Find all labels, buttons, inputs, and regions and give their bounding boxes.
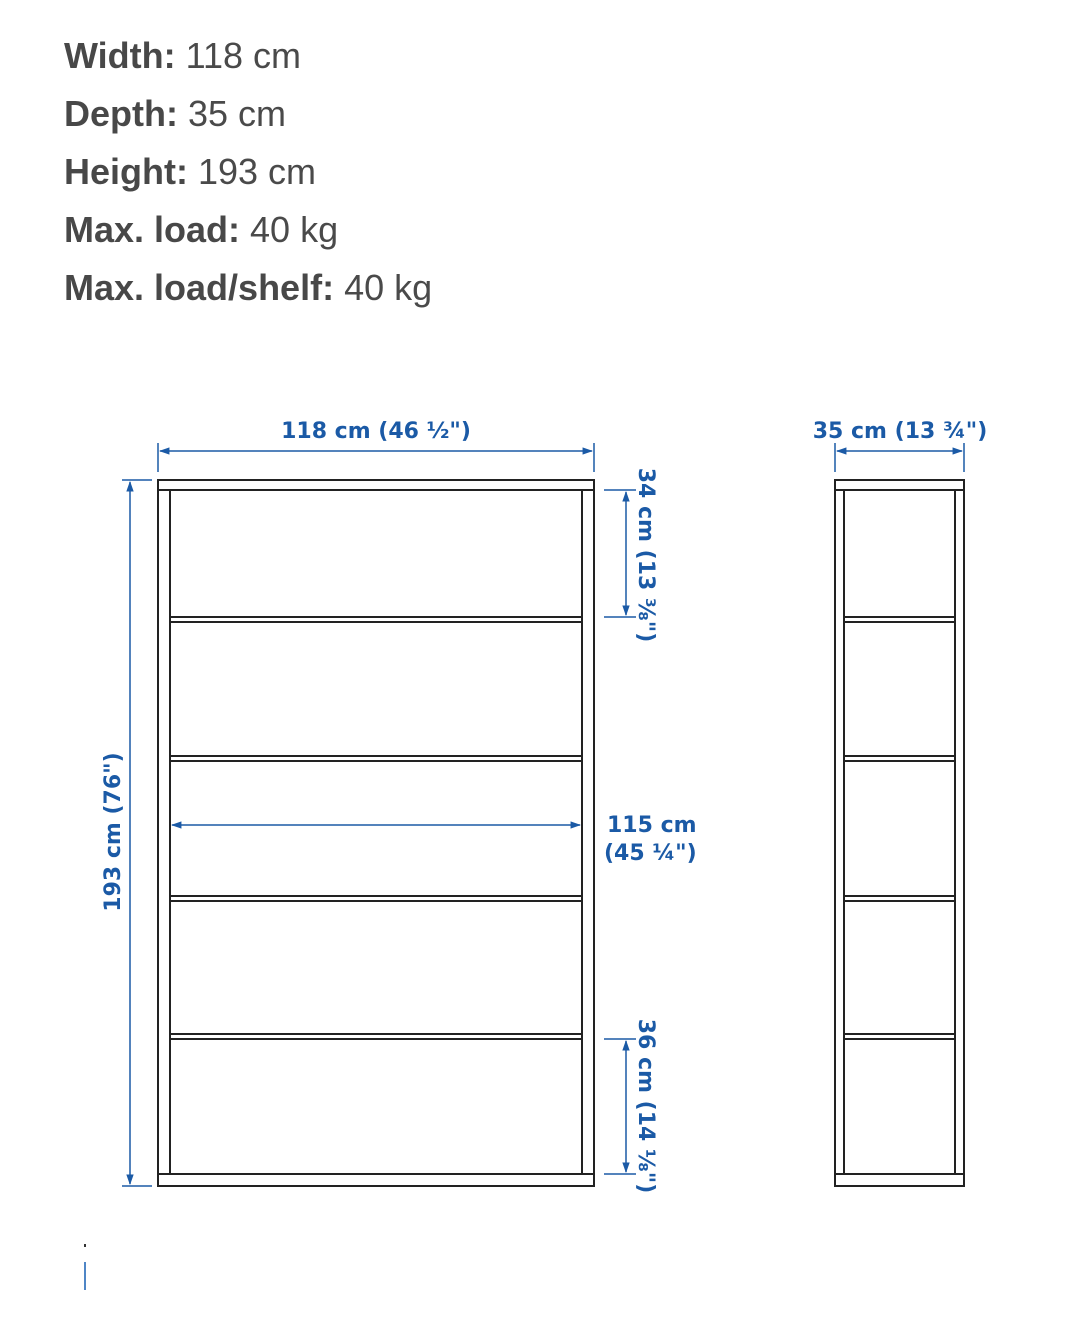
front-shelf-1: [170, 617, 582, 622]
inner-width-label-line2: (45 ¼"): [604, 841, 697, 866]
spec-label: Depth:: [64, 93, 178, 134]
side-view-bookcase: [835, 480, 964, 1186]
side-shelf-2: [844, 756, 955, 761]
front-width-label: 118 cm (46 ½"): [281, 419, 471, 444]
front-base-panel: [158, 1174, 594, 1186]
spec-label: Width:: [64, 35, 176, 76]
front-shelf-3: [170, 896, 582, 901]
spec-value: 40 kg: [334, 267, 433, 308]
spec-label: Max. load/shelf:: [64, 267, 335, 308]
bottom-compartment-label: 36 cm (14 ⅛"): [633, 1018, 658, 1194]
spec-value: 193 cm: [187, 151, 317, 192]
side-front-edge: [835, 490, 844, 1174]
spec-label: Height:: [64, 151, 188, 192]
marker-bar: [84, 1262, 86, 1290]
scroll-position-marker: [84, 1244, 86, 1290]
marker-dot: [84, 1244, 86, 1247]
front-shelf-4: [170, 1034, 582, 1039]
side-back-edge: [955, 490, 964, 1174]
side-shelf-1: [844, 617, 955, 622]
front-view-bookcase: [158, 480, 594, 1186]
front-height-label: 193 cm (76"): [101, 752, 126, 912]
front-shelf-2: [170, 756, 582, 761]
inner-width-label-line1: 115 cm: [607, 813, 697, 838]
spec-value: 35 cm: [177, 93, 287, 134]
side-base-panel: [835, 1174, 964, 1186]
front-right-side: [582, 490, 594, 1174]
side-shelf-4: [844, 1034, 955, 1039]
top-compartment-label: 34 cm (13 ⅜"): [633, 467, 658, 643]
front-left-side: [158, 490, 170, 1174]
spec-label: Max. load:: [64, 209, 241, 250]
front-top-panel: [158, 480, 594, 490]
side-depth-label: 35 cm (13 ¾"): [812, 419, 988, 444]
spec-value: 40 kg: [240, 209, 339, 250]
spec-value: 118 cm: [175, 35, 302, 76]
side-top-panel: [835, 480, 964, 490]
side-shelf-3: [844, 896, 955, 901]
